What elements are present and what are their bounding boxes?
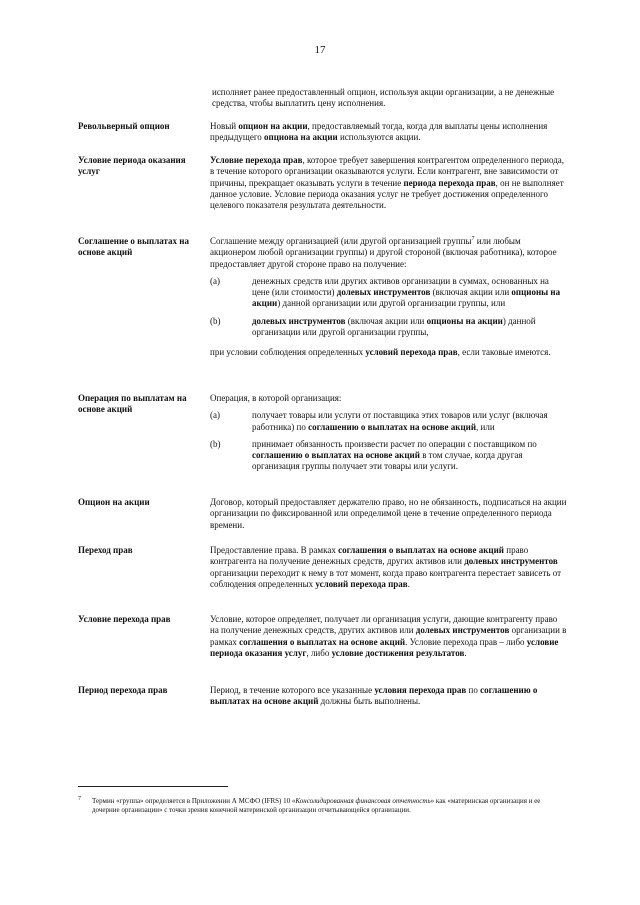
footnote-divider [78,786,228,787]
footnote-number: 7 [78,796,81,802]
footnote [78,797,568,815]
footnote-ref: 7 [471,236,475,242]
glossary-entry-share-option [78,497,568,531]
footnote-text: Термин «группа» определяется в Приложении А МСФО (IFRS) 10 «Консолидированная финансовая отчетность» как «материнская организация и ее дочерние организации» с точки зрения конечной материнской организации отчитывающейся организации. [92,797,541,814]
list-item: (a) получает товары или услуги от поставщика этих товаров или услуг (включая работника) по соглашению о выплатах на основе акций, или [210,410,548,432]
glossary-entry-transaction [78,393,568,473]
definition: Новый опцион на акции, предоставляемый тогда, когда для выплаты цены исполнения предыдущего опциона на акции используются акции. [210,121,548,143]
term: Условие перехода прав [78,614,171,624]
list-item: (b) долевых инструментов (включая акции или опционы на акции) данной организации или другой организации группы, [210,315,536,338]
definition: Соглашение между организацией (или другой организацией группы$^7$ или любым акционером любой организации группы) и другой стороной (включая работника), которое предоставляет другой стороне право на получение: (a) денежных средств или других активов организации в суммах, основанных на цене (или стоимости) долевых инструментов (включая акции или опционы на акции) данной организации или другой организации группы, или (b) долевых инструментов (включая акции или опционы на акции) данной организации или другой организации группы, при условии соблюдения определенных условий перехода прав, если таковые имеются. [210,236,568,359]
term: Опцион на акции [78,497,150,507]
page-number: 17 [314,44,326,56]
definition: Условие, которое определяет, получает ли организация услуги, дающие контрагенту право на получение денежных средств, других активов или долевых инструментов организации в рамках соглашения о выплатах на основе акций. Условие перехода прав – либо условие периода оказания услуг, либо условие достижения результатов. [210,614,567,658]
list-item: (b) принимает обязанность произвести расчет по операции с поставщиком по соглашению о выплатах на основе акций в том случае, когда другая организация группы получает эти товары или услуги. [210,438,537,472]
definition: Период, в течение которого все указанные условия перехода прав по соглашению о выплатах на основе акций должны быть выполнены. [210,685,538,707]
continued-definition: исполняет ранее предоставленный опцион, используя акции организации, а не денежные средства, чтобы выплатить цену исполнения. [212,87,555,109]
definition: Договор, который предоставляет держателю право, но не обязанность, подписаться на акции организации по фиксированной или определимой цене в течение определенного периода времени. [210,497,567,530]
definition: Условие перехода прав, которое требует завершения контрагентом определенного периода, в течение которого организации оказываются услуги. Если контрагент, вне зависимости от причины, прекращает оказывать услуги в течение периода перехода прав, он не выполняет данное условие. Условие периода оказания услуг не требует достижения определенного целевого показателя результата деятельности. [210,155,565,211]
term: Револьверный опцион [78,121,170,131]
glossary-entry-reload-option [78,121,568,144]
list-item: (a) денежных средств или других активов организации в суммах, основанных на цене (или стоимости) долевых инструментов (включая акции или опционы на акции) данной организации или другой организации группы, или [210,275,561,309]
term: Соглашение о выплатах на основе акций [78,236,189,258]
glossary-entry-vesting-period [78,685,568,708]
glossary-entry-arrangement [78,236,568,359]
term: Переход прав [78,545,133,555]
term: Условие периода оказания услуг [78,155,186,177]
definition: Предоставление права. В рамках соглашения о выплатах на основе акций право контрагента на получение денежных средств, других активов или долевых инструментов организации переходит к нему в тот момент, когда право контрагента перестает зависеть от соблюдения определенных условий перехода прав. [210,545,562,589]
definition: Операция, в которой организация: (a) получает товары или услуги от поставщика этих товаров или услуг (включая работника) по соглашению о выплатах на основе акций, или (b) принимает обязанность произвести расчет по операции с поставщиком по соглашению о выплатах на основе акций в том случае, когда другая организация группы получает эти товары или услуги. [210,393,568,473]
term: Период перехода прав [78,685,168,695]
glossary-entry-vesting-condition [78,614,568,659]
glossary-entry-vest [78,545,568,590]
term: Операция по выплатам на основе акций [78,393,187,415]
glossary-entry-service-condition [78,155,568,211]
